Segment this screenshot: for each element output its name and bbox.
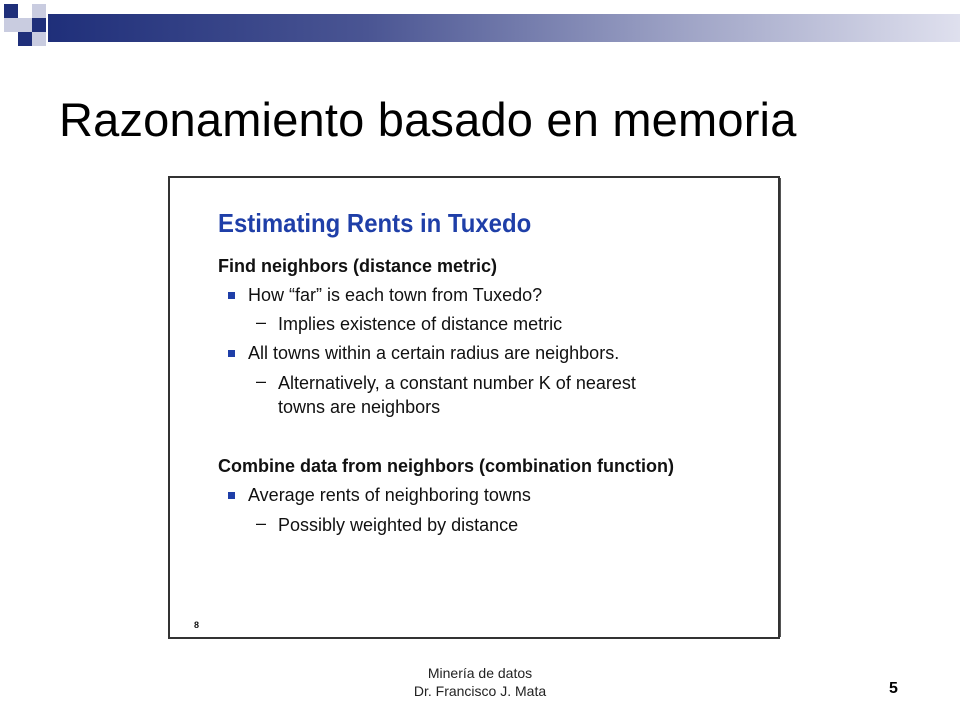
sub-bullet-text	[278, 371, 636, 419]
slide-number: 5	[889, 680, 898, 697]
embedded-page-number: 8	[194, 620, 200, 630]
decor-square	[32, 4, 46, 18]
bullet-square-icon	[228, 492, 235, 499]
title-decoration	[0, 0, 960, 60]
sub-bullet-line: Alternatively, a constant number K of nearest	[278, 373, 636, 393]
sub-bullet-line: towns are neighbors	[278, 397, 441, 417]
bullet-square-icon	[228, 292, 235, 299]
decor-square	[18, 4, 32, 18]
decor-square	[18, 18, 32, 32]
slide-title: Razonamiento basado en memoria	[59, 93, 797, 146]
bullet-text: All towns within a certain radius are neighbors.	[248, 343, 620, 363]
decor-square	[4, 18, 18, 32]
bullet-square-icon	[228, 350, 235, 357]
bullet-text: How “far” is each town from Tuxedo?	[248, 285, 543, 305]
footer-course: Minería de datos	[427, 665, 533, 681]
dash-icon: –	[256, 312, 267, 332]
dash-icon: –	[256, 513, 267, 533]
decor-square	[18, 32, 32, 46]
embedded-title: Estimating Rents in Tuxedo	[218, 208, 532, 238]
sub-bullet-text: Implies existence of distance metric	[278, 314, 563, 334]
decor-gradient-bar	[48, 14, 960, 42]
section-heading: Find neighbors (distance metric)	[218, 256, 498, 276]
embedded-slide-image	[168, 176, 780, 639]
bullet-text: Average rents of neighboring towns	[248, 485, 531, 505]
sub-bullet-text: Possibly weighted by distance	[278, 515, 519, 535]
decor-square	[32, 18, 46, 32]
footer-author: Dr. Francisco J. Mata	[413, 683, 547, 699]
slide-footer	[380, 664, 580, 700]
decor-square	[32, 32, 46, 46]
section-heading: Combine data from neighbors (combination function)	[218, 456, 674, 476]
decor-square	[4, 4, 18, 18]
dash-icon: –	[256, 371, 267, 391]
